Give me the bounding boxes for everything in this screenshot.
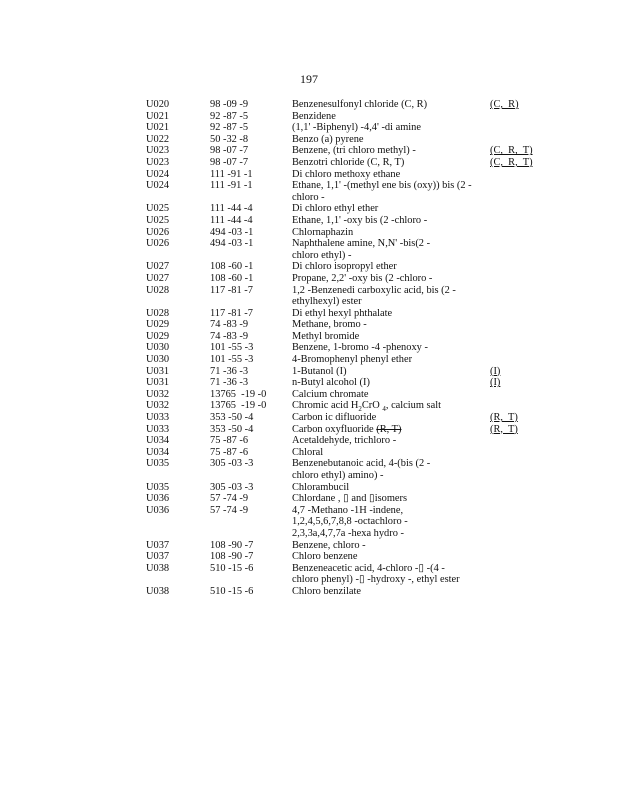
- waste-code: U024: [146, 168, 170, 180]
- waste-code: U027: [146, 261, 170, 273]
- name-line: chloro ethyl) amino) -: [292, 470, 384, 481]
- substance-name: [292, 400, 490, 412]
- cas-number: 111 -91 -1: [210, 180, 253, 192]
- substance-name: [292, 122, 490, 134]
- name-line: ethylhexyl) ester: [292, 296, 362, 308]
- table-row: [0, 377, 618, 389]
- substance-name: [292, 308, 490, 320]
- name-line: (1,1' -Biphenyl) -4,4' -di amine: [292, 122, 421, 134]
- cas-number: 101 -55 -3: [210, 342, 254, 354]
- hazard-code: (R, T): [490, 412, 518, 424]
- substance-name: [292, 331, 490, 343]
- substance-name: [292, 285, 490, 308]
- substance-name: [292, 319, 490, 331]
- cas-number: 305 -03 -3: [210, 481, 254, 493]
- table-row: [0, 319, 618, 331]
- struck-text: (R, T): [376, 423, 402, 435]
- substance-name: [292, 145, 490, 157]
- table-row: [0, 99, 618, 111]
- waste-code: U038: [146, 562, 170, 574]
- cas-number: 57 -74 -9: [210, 504, 249, 516]
- name-line: Benzene, chloro -: [292, 539, 366, 551]
- name-line: Di ethyl hexyl phthalate: [292, 307, 393, 319]
- substance-name: [292, 412, 490, 424]
- waste-code: U032: [146, 400, 170, 412]
- table-row: [0, 482, 618, 494]
- cas-number: 111 -44 -4: [210, 214, 253, 226]
- cas-number: 74 -83 -9: [210, 319, 249, 331]
- waste-code: U035: [146, 458, 170, 470]
- name-line: 4,7 -Methano -1H -indene,: [292, 504, 404, 516]
- name-line: Benzene, (tri chloro methyl) -: [292, 145, 416, 157]
- substance-name: [292, 377, 490, 389]
- substance-name: [292, 551, 490, 563]
- table-row: [0, 180, 618, 203]
- table-row: [0, 412, 618, 424]
- waste-code: U031: [146, 365, 170, 377]
- name-line: Benzeneacetic acid, 4-chloro -▯ -(4 -: [292, 562, 445, 574]
- page-number: 197: [300, 72, 318, 86]
- substance-name: [292, 227, 490, 239]
- cas-number: 108 -90 -7: [210, 539, 254, 551]
- table-row: [0, 563, 618, 586]
- name-line: chloro phenyl) -▯ -hydroxy -, ethyl ester: [292, 574, 460, 586]
- substance-name: [292, 134, 490, 146]
- table-row: [0, 389, 618, 401]
- table-row: [0, 447, 618, 459]
- name-line: 1,2 -Benzenedi carboxylic acid, bis (2 -: [292, 284, 456, 296]
- waste-code: U035: [146, 481, 170, 493]
- waste-code: U031: [146, 377, 170, 389]
- table-row: [0, 586, 618, 598]
- hazard-code: (I): [490, 377, 501, 389]
- waste-code: U020: [146, 99, 170, 110]
- waste-code: U029: [146, 319, 170, 331]
- substance-name: [292, 354, 490, 366]
- table-row: [0, 493, 618, 505]
- name-line: Di chloro ethyl ether: [292, 203, 379, 215]
- waste-code: U025: [146, 214, 170, 226]
- name-line: n-Butyl alcohol (I): [292, 377, 370, 389]
- substance-name: [292, 169, 490, 181]
- waste-code: U030: [146, 342, 170, 354]
- cas-number: 75 -87 -6: [210, 435, 249, 447]
- cas-number: 111 -91 -1: [210, 168, 253, 180]
- name-line: Carbon oxyfluoride (R, T): [292, 423, 402, 435]
- substance-name: [292, 111, 490, 123]
- cas-number: 92 -87 -5: [210, 122, 249, 134]
- name-line: Acetaldehyde, trichloro -: [292, 435, 397, 447]
- name-line: Benzenebutanoic acid, 4-(bis (2 -: [292, 458, 431, 470]
- waste-code: U028: [146, 307, 170, 319]
- substance-name: [292, 157, 490, 169]
- table-row: [0, 458, 618, 481]
- cas-number: 117 -81 -7: [210, 284, 253, 296]
- waste-code-table: [0, 99, 618, 598]
- name-line: Chromic acid $H_2CrO$ $_4$, calcium salt: [292, 400, 441, 414]
- name-line: Chloro benzene: [292, 551, 358, 563]
- waste-code: U036: [146, 493, 170, 505]
- substance-name: [292, 563, 490, 586]
- substance-name: [292, 261, 490, 273]
- cas-number: 117 -81 -7: [210, 307, 253, 319]
- name-line: Methyl bromide: [292, 330, 360, 342]
- waste-code: U034: [146, 435, 170, 447]
- cas-number: 92 -87 -5: [210, 110, 249, 122]
- name-line: 2,3,3a,4,7,7a -hexa hydro -: [292, 527, 404, 539]
- name-line: Ethane, 1,1' -(methyl ene bis (oxy)) bis (2 -: [292, 180, 472, 192]
- name-line: Chlornaphazin: [292, 226, 354, 238]
- name-line: Benzotri chloride (C, R, T): [292, 156, 405, 168]
- table-row: [0, 238, 618, 261]
- waste-code: U025: [146, 203, 170, 215]
- cas-number: 111 -44 -4: [210, 203, 253, 215]
- cas-number: 75 -87 -6: [210, 446, 249, 458]
- table-row: [0, 354, 618, 366]
- substance-name: [292, 505, 490, 540]
- cas-number: 353 -50 -4: [210, 423, 254, 435]
- name-line: 1-Butanol (I): [292, 365, 347, 377]
- waste-code: U026: [146, 238, 170, 250]
- waste-code: U028: [146, 284, 170, 296]
- substance-name: [292, 540, 490, 552]
- cas-number: 98 -07 -7: [210, 156, 249, 168]
- cas-number: 108 -90 -7: [210, 551, 254, 563]
- name-line: Benzo (a) pyrene: [292, 133, 364, 145]
- table-row: [0, 203, 618, 215]
- name-line: Benzene, 1-bromo -4 -phenoxy -: [292, 342, 428, 354]
- waste-code: U022: [146, 133, 170, 145]
- table-row: [0, 122, 618, 134]
- cas-number: 13765 -19 -0: [210, 388, 267, 400]
- name-line: Calcium chromate: [292, 388, 369, 400]
- cas-number: 101 -55 -3: [210, 354, 254, 366]
- name-line: 4-Bromophenyl phenyl ether: [292, 354, 413, 366]
- table-row: [0, 435, 618, 447]
- name-line: Benzenesulfonyl chloride (C, R): [292, 99, 428, 110]
- subscript: 4: [382, 405, 386, 414]
- substance-name: [292, 273, 490, 285]
- name-line: Chlorambucil: [292, 481, 350, 493]
- waste-code: U029: [146, 330, 170, 342]
- name-line: Methane, bromo -: [292, 319, 367, 331]
- table-row: [0, 331, 618, 343]
- substance-name: [292, 424, 490, 436]
- waste-code: U037: [146, 539, 170, 551]
- hazard-code: (C, R, T): [490, 145, 533, 157]
- name-line: chloro -: [292, 191, 325, 203]
- table-row: [0, 134, 618, 146]
- substance-name: [292, 342, 490, 354]
- table-row: [0, 273, 618, 285]
- substance-name: [292, 458, 490, 481]
- table-row: [0, 227, 618, 239]
- name-line: chloro ethyl) -: [292, 249, 352, 261]
- hazard-code: (I): [490, 365, 501, 377]
- hazard-code: (R, T): [490, 423, 518, 435]
- table-row: [0, 366, 618, 378]
- cas-number: 494 -03 -1: [210, 238, 254, 250]
- substance-name: [292, 493, 490, 505]
- name-line: Di chloro methoxy ethane: [292, 168, 401, 180]
- cas-number: 510 -15 -6: [210, 585, 254, 597]
- name-line: Naphthalene amine, N,N' -bis(2 -: [292, 238, 431, 250]
- cas-number: 510 -15 -6: [210, 562, 254, 574]
- cas-number: 50 -32 -8: [210, 133, 249, 145]
- cas-number: 74 -83 -9: [210, 330, 249, 342]
- table-row: [0, 285, 618, 308]
- name-line: Chloral: [292, 446, 324, 458]
- name-line: Chloro benzilate: [292, 585, 361, 597]
- waste-code: U034: [146, 446, 170, 458]
- waste-code: U036: [146, 504, 170, 516]
- cas-number: 305 -03 -3: [210, 458, 254, 470]
- substance-name: [292, 215, 490, 227]
- table-row: [0, 400, 618, 412]
- waste-code: U033: [146, 423, 170, 435]
- waste-code: U030: [146, 354, 170, 366]
- cas-number: 98 -09 -9: [210, 99, 249, 110]
- substance-name: [292, 389, 490, 401]
- table-row: [0, 505, 618, 540]
- substance-name: [292, 203, 490, 215]
- waste-code: U027: [146, 272, 170, 284]
- waste-code: U037: [146, 551, 170, 563]
- substance-name: [292, 180, 490, 203]
- cas-number: 13765 -19 -0: [210, 400, 267, 412]
- waste-code: U033: [146, 412, 170, 424]
- waste-code: U024: [146, 180, 170, 192]
- table-row: [0, 308, 618, 320]
- cas-number: 57 -74 -9: [210, 493, 249, 505]
- cas-number: 353 -50 -4: [210, 412, 254, 424]
- table-row: [0, 551, 618, 563]
- waste-code: U021: [146, 122, 170, 134]
- cas-number: 108 -60 -1: [210, 261, 254, 273]
- cas-number: 71 -36 -3: [210, 377, 249, 389]
- name-line: Chlordane , ▯ and ▯isomers: [292, 493, 408, 505]
- table-row: [0, 215, 618, 227]
- hazard-code: (C, R, T): [490, 156, 533, 168]
- name-line: Carbon ic difluoride: [292, 412, 377, 424]
- waste-code: U026: [146, 226, 170, 238]
- substance-name: [292, 586, 490, 598]
- table-row: [0, 261, 618, 273]
- substance-name: [292, 482, 490, 494]
- waste-code: U032: [146, 388, 170, 400]
- table-row: [0, 424, 618, 436]
- table-row: [0, 157, 618, 169]
- table-row: [0, 540, 618, 552]
- substance-name: [292, 366, 490, 378]
- waste-code: U021: [146, 110, 170, 122]
- cas-number: 108 -60 -1: [210, 272, 254, 284]
- name-line: 1,2,4,5,6,7,8,8 -octachloro -: [292, 516, 408, 528]
- table-row: [0, 342, 618, 354]
- name-line: Di chloro isopropyl ether: [292, 261, 397, 273]
- name-line: Propane, 2,2' -oxy bis (2 -chloro -: [292, 272, 433, 284]
- substance-name: [292, 435, 490, 447]
- table-row: [0, 111, 618, 123]
- name-line: Benzidene: [292, 110, 336, 122]
- waste-code: U038: [146, 585, 170, 597]
- cas-number: 71 -36 -3: [210, 365, 249, 377]
- substance-name: [292, 447, 490, 459]
- subscript: 2: [358, 405, 362, 414]
- waste-code: U023: [146, 145, 170, 157]
- hazard-code: (C, R): [490, 99, 519, 110]
- substance-name: [292, 238, 490, 261]
- table-row: [0, 169, 618, 181]
- name-line: Ethane, 1,1' -oxy bis (2 -chloro -: [292, 214, 428, 226]
- cas-number: 494 -03 -1: [210, 226, 254, 238]
- waste-code: U023: [146, 156, 170, 168]
- table-row: [0, 145, 618, 157]
- substance-name: [292, 99, 490, 111]
- cas-number: 98 -07 -7: [210, 145, 249, 157]
